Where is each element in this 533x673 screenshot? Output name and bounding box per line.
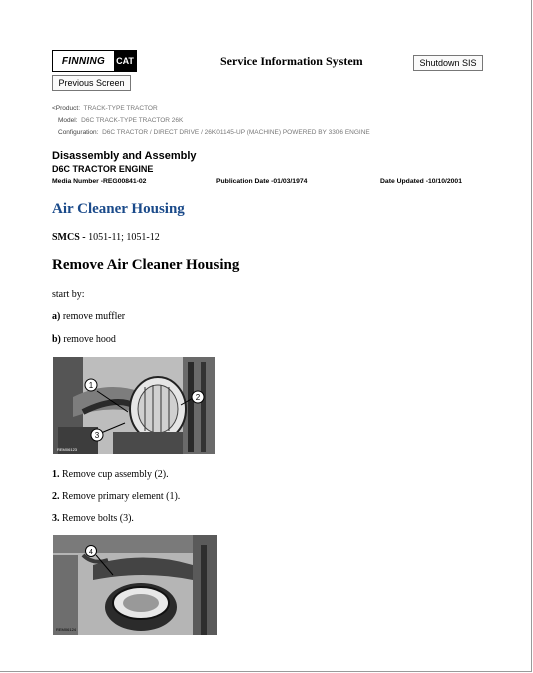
photo1-callout-1: 1 <box>88 381 94 390</box>
smcs-label: SMCS - <box>52 232 86 243</box>
step-1-number: 1. <box>52 469 60 480</box>
product-value: TRACK-TYPE TRACTOR <box>83 105 158 112</box>
photo1-caption: REM06123 <box>57 447 78 452</box>
meta-product <box>52 105 158 112</box>
prereq-a-label: a) <box>52 311 61 322</box>
step-2-number: 2. <box>52 491 60 502</box>
smcs-codes: 1051-11; 1051-12 <box>88 232 160 243</box>
start-by-text: start by: <box>52 289 85 300</box>
photo1-callout-3: 3 <box>94 431 100 440</box>
product-label: <Product: <box>52 105 81 112</box>
prereq-a <box>52 311 125 322</box>
prereq-a-text: remove muffler <box>62 311 126 322</box>
page-title: Air Cleaner Housing <box>52 201 185 217</box>
cat-badge: CAT <box>114 51 136 71</box>
procedure-title: Remove Air Cleaner Housing <box>52 257 240 273</box>
engine-title: D6C TRACTOR ENGINE <box>52 164 154 174</box>
config-value: D6C TRACTOR / DIRECT DRIVE / 26K01145-UP (MACHINE) POWERED BY 3306 ENGINE <box>102 129 370 136</box>
shutdown-sis-button[interactable]: Shutdown SIS <box>413 55 483 71</box>
section-title: Disassembly and Assembly <box>52 150 197 162</box>
previous-screen-button[interactable]: Previous Screen <box>52 75 131 91</box>
smcs-line <box>52 232 160 243</box>
step-1 <box>52 469 169 480</box>
publication-date: Publication Date -01/03/1974 <box>216 178 308 185</box>
step-3-text: Remove bolts (3). <box>62 513 134 524</box>
meta-configuration <box>58 129 370 136</box>
photo2-caption: REM06124 <box>56 627 77 632</box>
photo1-callout-2: 2 <box>195 393 201 402</box>
step-2-text: Remove primary element (1). <box>62 491 181 502</box>
app-title: Service Information System <box>220 54 363 68</box>
meta-model <box>58 117 183 124</box>
logo-text: FINNING <box>61 55 106 67</box>
step-1-text: Remove cup assembly (2). <box>62 469 169 480</box>
prereq-b-label: b) <box>52 334 61 345</box>
step-2 <box>52 491 180 502</box>
finning-cat-logo <box>52 50 137 72</box>
config-label: Configuration: <box>58 129 99 136</box>
date-updated: Date Updated -10/10/2001 <box>380 178 462 185</box>
model-value: D6C TRACK-TYPE TRACTOR 26K <box>81 117 184 124</box>
prereq-b <box>52 334 116 345</box>
prereq-b-text: remove hood <box>63 334 116 345</box>
model-label: Model: <box>58 117 78 124</box>
step-3-number: 3. <box>52 513 60 524</box>
photo-air-cleaner-1 <box>53 357 215 454</box>
photo2-callout-4: 4 <box>89 549 93 556</box>
step-3 <box>52 513 134 524</box>
photo-air-cleaner-2 <box>53 535 217 635</box>
media-number: Media Number -REG00841-02 <box>52 178 147 185</box>
